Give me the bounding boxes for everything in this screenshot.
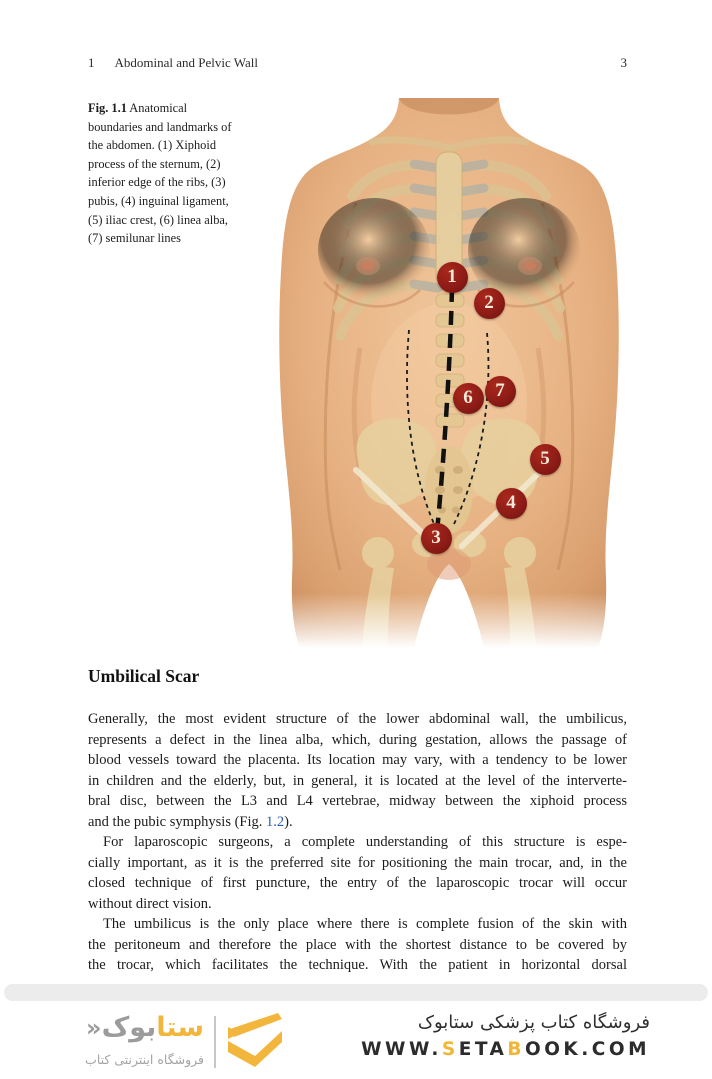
- figure-marker-4: 4: [496, 488, 527, 519]
- wordmark-rest: بوک: [101, 1012, 157, 1043]
- figure-caption: [88, 99, 240, 248]
- figure-marker-6: 6: [453, 383, 484, 414]
- text-line: For laparoscopic surgeons, a complete understanding of this structure is espe-: [103, 834, 627, 850]
- text-line: closed technique of first puncture, the entry of the laparoscopic trocar will occur: [88, 875, 627, 891]
- site-url: [350, 1039, 650, 1060]
- site-title-persian: فروشگاه کتاب پزشکی ستابوک: [417, 1012, 650, 1033]
- text-line: without direct vision.: [88, 895, 212, 912]
- url-segment: OOK.COM: [524, 1039, 650, 1060]
- wordmark-accent: ستا: [156, 1012, 204, 1043]
- running-head: [88, 55, 627, 71]
- setabook-emblem-icon: [224, 1011, 286, 1069]
- text-line: cially important, as it is the preferred site for positioning the main trocar, and, in the: [88, 854, 627, 871]
- footer-divider: [4, 984, 708, 1001]
- url-segment: ETA: [458, 1039, 508, 1060]
- figure-caption-label: Fig. 1.1: [88, 101, 127, 115]
- setabook-wordmark: [86, 1012, 204, 1043]
- url-segment: WWW.: [361, 1039, 442, 1060]
- chapter-ref: [88, 55, 258, 71]
- chapter-title: Abdominal and Pelvic Wall: [114, 55, 258, 70]
- setabook-logo: [34, 1008, 286, 1074]
- page-number: 3: [620, 55, 627, 70]
- text-line: blood vessels toward the placenta. Its location may vary, with a tendency to be lower: [88, 752, 627, 768]
- url-segment: B: [507, 1039, 525, 1060]
- text-line: the peritoneum and therefore the place with the shortest distance to be covered by: [88, 936, 627, 953]
- torso-illustration: [256, 98, 648, 648]
- text-line: Generally, the most evident structure of the lower abdominal wall, the umbilicus,: [88, 711, 627, 727]
- url-segment: S: [441, 1039, 459, 1060]
- figure-marker-2: 2: [474, 288, 505, 319]
- figure-marker-7: 7: [485, 376, 516, 407]
- site-info: [350, 1012, 650, 1060]
- figure-caption-text: Anatomical boundaries and landmarks of the abdomen. (1) Xiphoid process of the sternum, (2) inferior edge of the ribs, (3) pubis, (4) inguinal ligament, (5) iliac crest, (6) linea alba, (7) semilunar lines: [88, 101, 232, 246]
- text-segment: and the pubic symphysis (Fig.: [88, 813, 267, 830]
- figure-marker-1: 1: [437, 262, 468, 293]
- text-line: bral disc, between the L3 and L4 vertebrae, midway between the xiphoid process: [88, 793, 627, 809]
- text-line: represents a defect in the linea alba, which, during gestation, allows the passage of: [88, 731, 627, 748]
- text-line: [88, 812, 627, 833]
- text-segment: ).: [284, 813, 293, 830]
- text-line: The umbilicus is the only place where there is complete fusion of the skin with: [103, 916, 627, 932]
- figure-cross-reference-link[interactable]: 1.2: [266, 813, 285, 830]
- logo-separator: [214, 1016, 216, 1068]
- text-line: in children and the elderly, but, in general, it is located at the level of the interverte-: [88, 772, 627, 789]
- figure-marker-3: 3: [421, 523, 452, 554]
- text-line: the trocar, which facilitates the technique. With the patient in horizontal dorsal: [88, 957, 627, 973]
- section-heading: Umbilical Scar: [88, 666, 200, 686]
- anatomy-figure: [256, 98, 648, 648]
- chapter-number: 1: [88, 55, 95, 70]
- figure-marker-5: 5: [530, 444, 561, 475]
- body-text: [88, 709, 627, 976]
- logo-tagline: فروشگاه اینترنتی کتاب: [85, 1052, 204, 1067]
- guillemet-icon: «: [86, 1014, 102, 1042]
